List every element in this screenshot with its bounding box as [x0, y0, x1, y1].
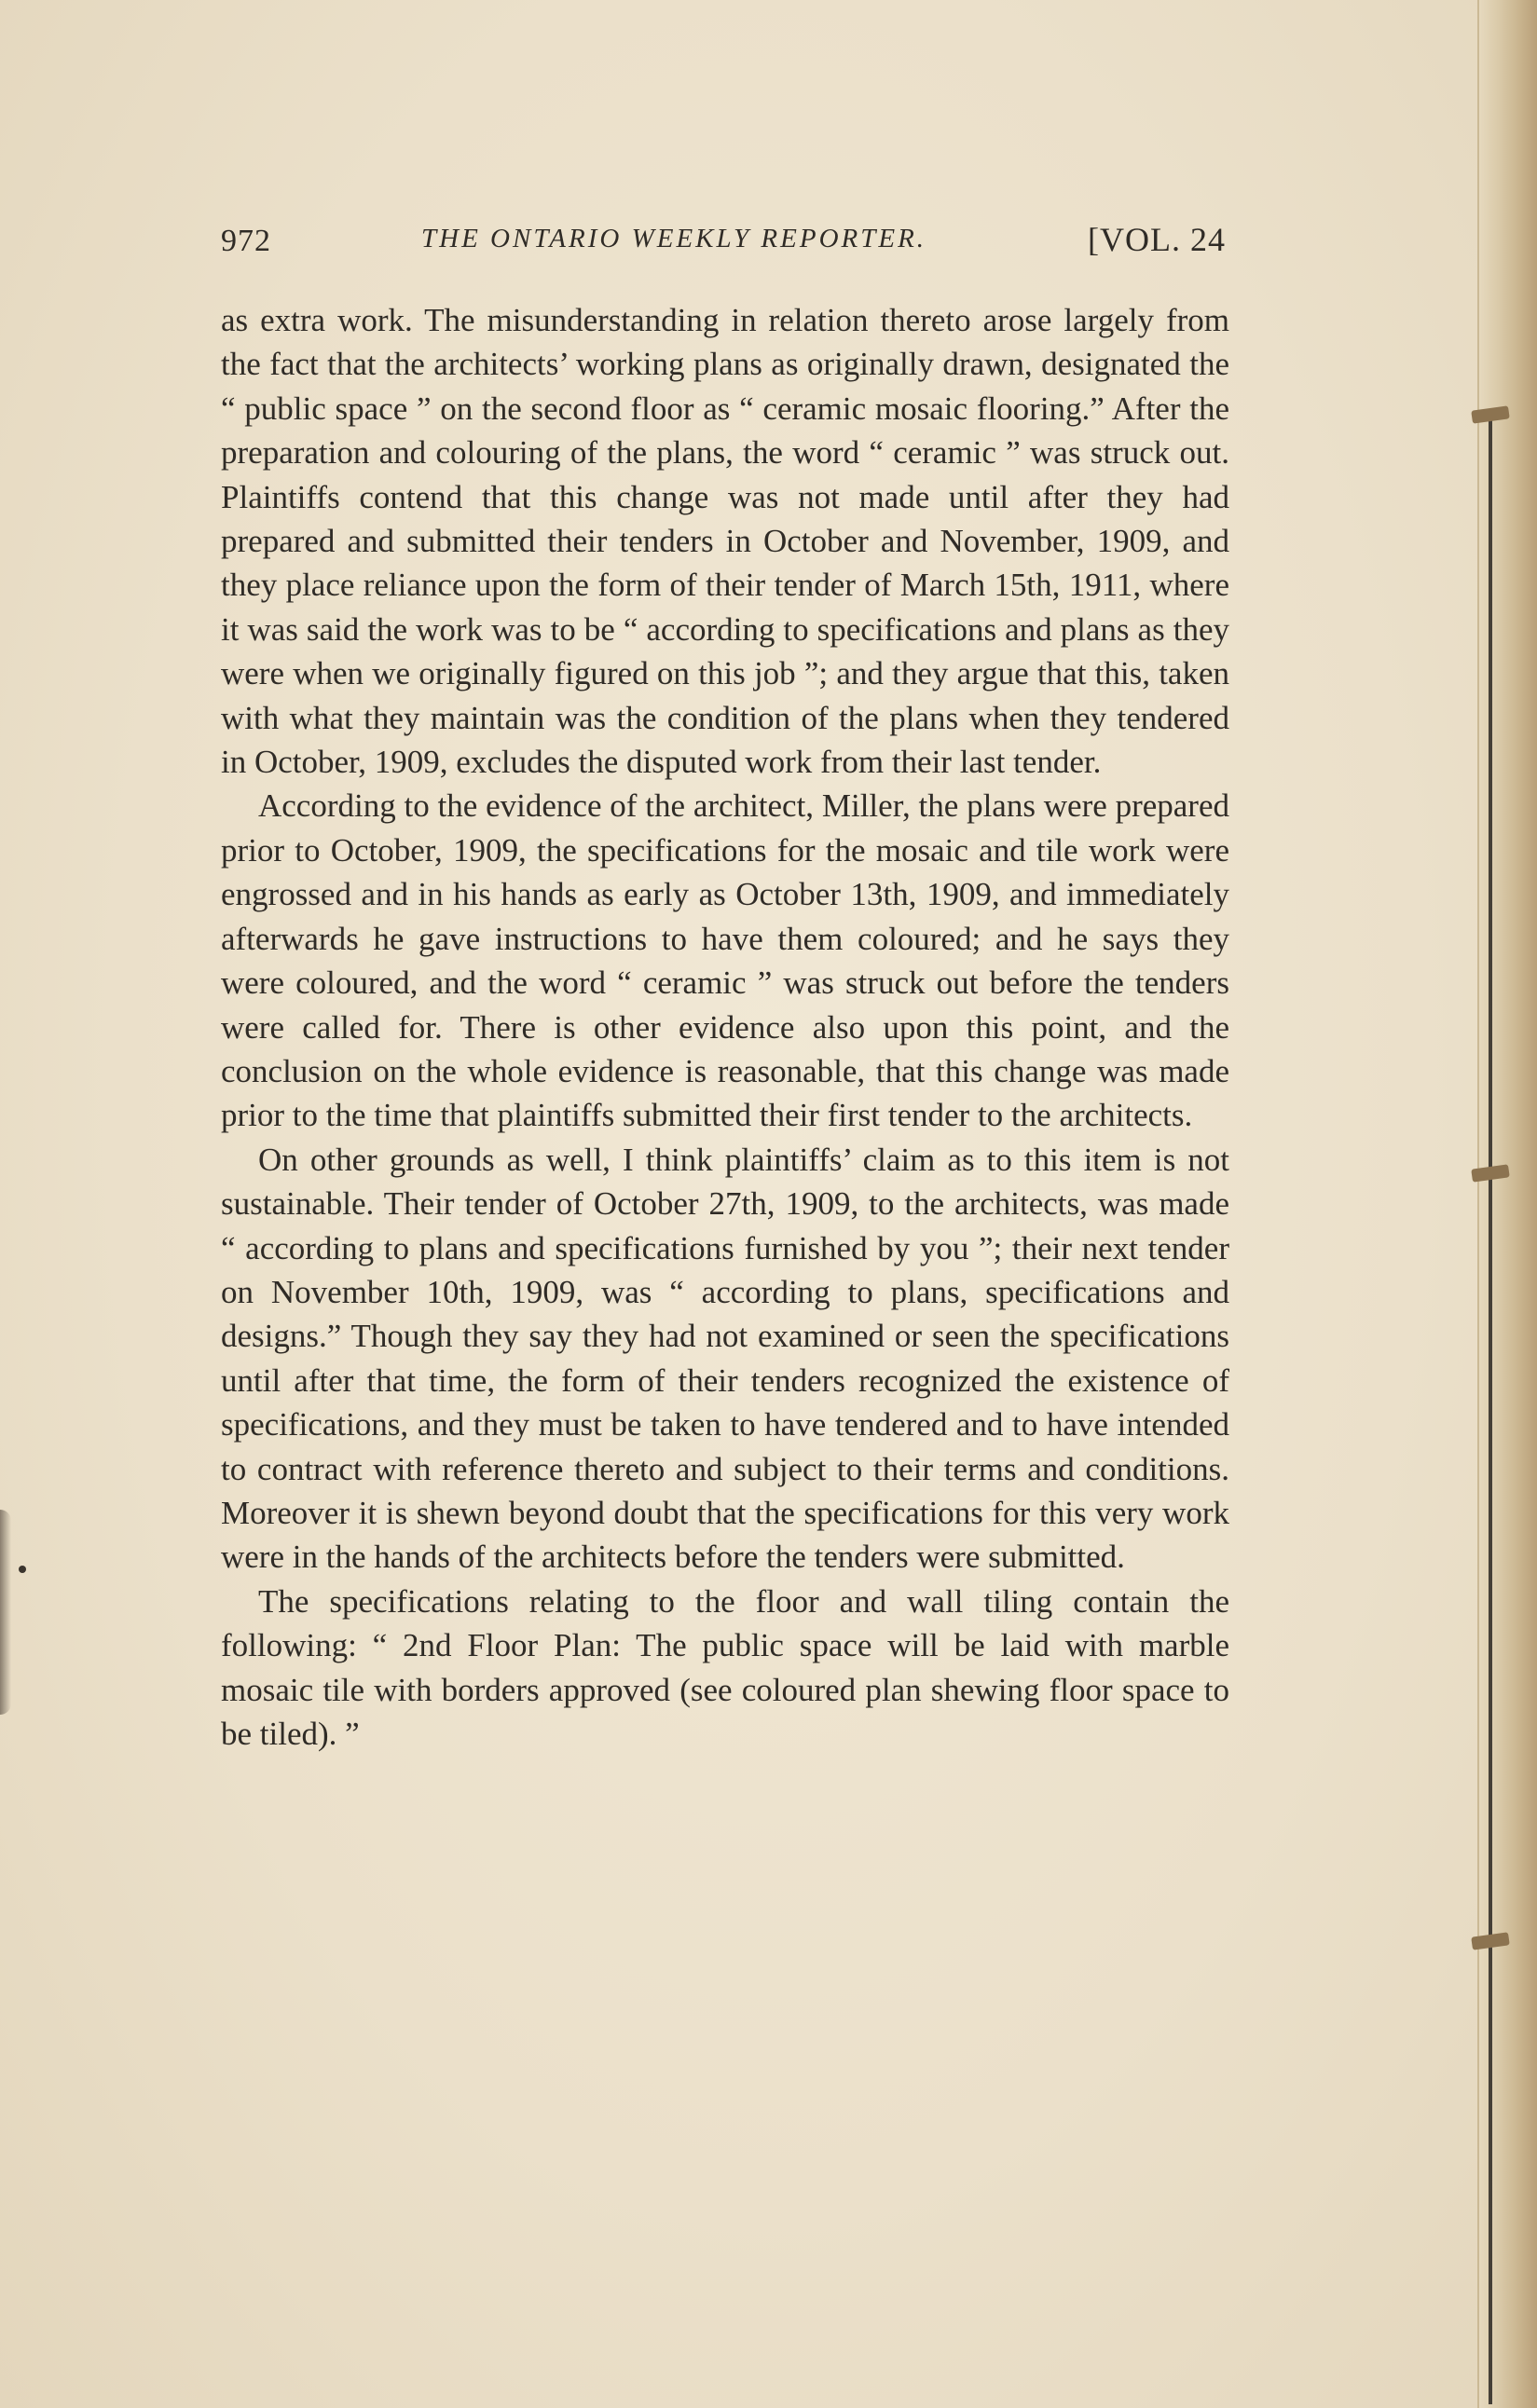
page-gutter [1477, 0, 1537, 2408]
page-edge-shadow [0, 1510, 11, 1715]
paragraph: According to the evidence of the architect, Miller, the plans were prepared prior to October, 1909, the specifications for the mosaic and tile work were engrossed and in his hands as early as October 13th, 1909, and immediately afterwards he gave instructions to have them coloured; and he says they were coloured, and the word “ ceramic ” was struck out before the tenders were called for. There is other evidence also upon this point, and the conclusion on the whole evidence is reasonable, that this change was made prior to the time that plaintiffs submitted their first tender to the architects. [221, 787, 1229, 1134]
binding-edge [1489, 410, 1492, 2404]
page-number: 972 [221, 224, 271, 258]
page-header [221, 220, 1228, 267]
volume-label: [VOL. 24 [1088, 221, 1226, 258]
paragraph: On other grounds as well, I think plaintiffs’ claim as to this item is not sustainable. Their tender of October 27th, 1909, to the architects, was made “ according to plans and specifications furnished by you ”; their next tender on November 10th, 1909, was “ according to plans, specifications and designs.” Though they say they had not examined or seen the specifications until after that time, the form of their tenders recognized the existence of specifications, and they must be taken to have tendered and to have intended to contract with reference thereto and subject to their terms and conditions. Moreover it is shewn beyond doubt that the specifications for this very work were in the hands of the architects before the tenders were submitted. [221, 1141, 1229, 1576]
paragraph: The specifications relating to the floor and wall tiling contain the following: “ 2nd Floor Plan: The public space will be laid with marble mosaic tile with borders approved (see coloured plan shewing floor space to be tiled). ” [221, 1582, 1229, 1752]
body-text [221, 298, 1229, 1756]
ink-speck [19, 1566, 26, 1573]
running-title: THE ONTARIO WEEKLY REPORTER. [421, 224, 927, 253]
paragraph: as extra work. The misunderstanding in relation thereto arose largely from the fact that the architects’ working plans as originally drawn, designated the “ public space ” on the second floor as “ ceramic mosaic flooring.” After the preparation and colouring of the plans, the word “ ceramic ” was struck out. Plaintiffs contend that this change was not made until after they had prepared and submitted their tenders in October and November, 1909, and they place reliance upon the form of their tender of March 15th, 1911, where it was said the work was to be “ according to specifications and plans as they were when we originally figured on this job ”; and they argue that this, taken with what they maintain was the condition of the plans when they tendered in October, 1909, excludes the disputed work from their last tender. [221, 302, 1229, 781]
